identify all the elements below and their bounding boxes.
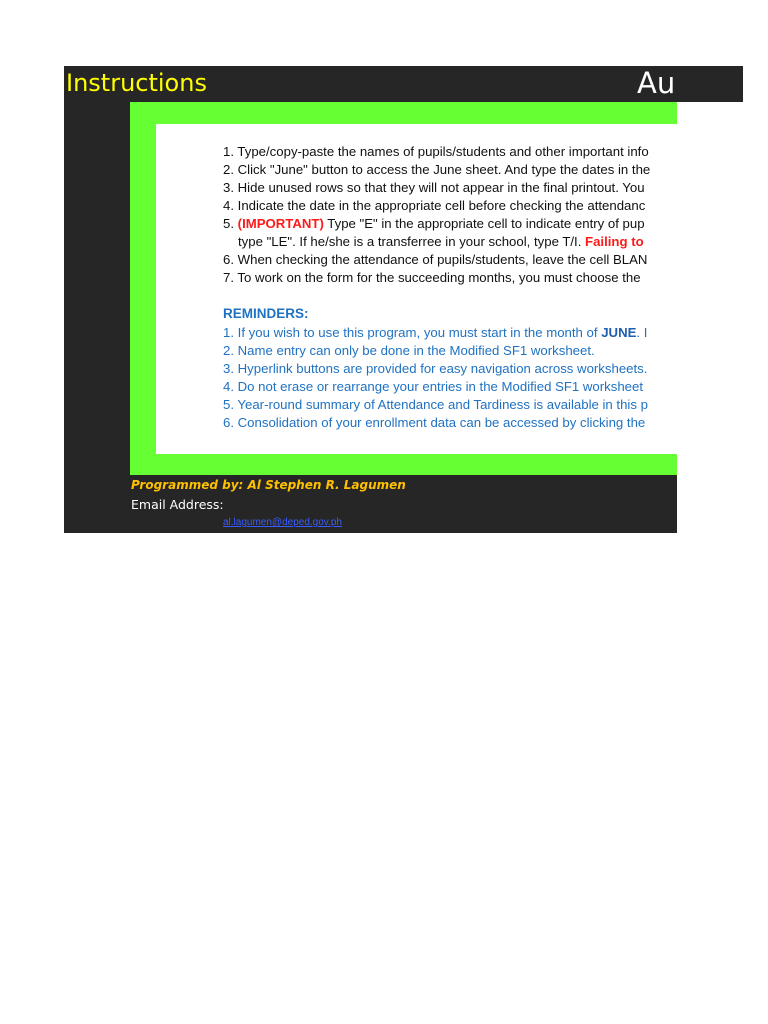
reminder-1-after: . I (636, 325, 648, 340)
reminder-3: 3. Hyperlink buttons are provided for easy navigation across worksheets. (223, 361, 648, 376)
instruction-5-cont-text: type "LE". If he/she is a transferree in your school, type T/I. (238, 234, 586, 249)
sheet-title-truncated: Au (637, 66, 676, 100)
instruction-3: 3. Hide unused rows so that they will not appear in the final printout. You (223, 180, 645, 195)
reminder-1-month: JUNE (601, 325, 637, 340)
email-link[interactable]: al.lagumen@deped.gov.ph (223, 517, 342, 528)
reminder-1-text: 1. If you wish to use this program, you must start in the month of (223, 325, 602, 340)
failing-warning: Failing to (585, 234, 644, 249)
instructions-title: Instructions (66, 69, 207, 97)
instruction-7: 7. To work on the form for the succeeding months, you must choose the (223, 270, 641, 285)
instruction-5 (223, 215, 645, 232)
instruction-1: 1. Type/copy-paste the names of pupils/students and other important info (223, 144, 649, 159)
reminder-1 (223, 324, 647, 341)
reminder-6: 6. Consolidation of your enrollment data can be accessed by clicking the (223, 415, 646, 430)
instructions-panel (156, 124, 677, 454)
instruction-4: 4. Indicate the date in the appropriate cell before checking the attendanc (223, 198, 646, 213)
instruction-5-continuation (238, 233, 644, 250)
reminder-4: 4. Do not erase or rearrange your entries in the Modified SF1 worksheet (223, 379, 644, 394)
instruction-5-text: Type "E" in the appropriate cell to indicate entry of pup (323, 216, 645, 231)
reminder-5: 5. Year-round summary of Attendance and Tardiness is available in this p (223, 397, 648, 412)
instruction-6: 6. When checking the attendance of pupils/students, leave the cell BLAN (223, 252, 648, 267)
instruction-5-prefix: 5. (223, 216, 238, 231)
instruction-2: 2. Click "June" button to access the June sheet. And type the dates in the (223, 162, 651, 177)
email-label: Email Address: (131, 497, 224, 512)
reminder-2: 2. Name entry can only be done in the Modified SF1 worksheet. (223, 343, 595, 358)
important-label: (IMPORTANT) (237, 216, 324, 231)
programmer-credit: Programmed by: Al Stephen R. Lagumen (131, 478, 406, 492)
reminders-heading: REMINDERS: (223, 306, 309, 321)
